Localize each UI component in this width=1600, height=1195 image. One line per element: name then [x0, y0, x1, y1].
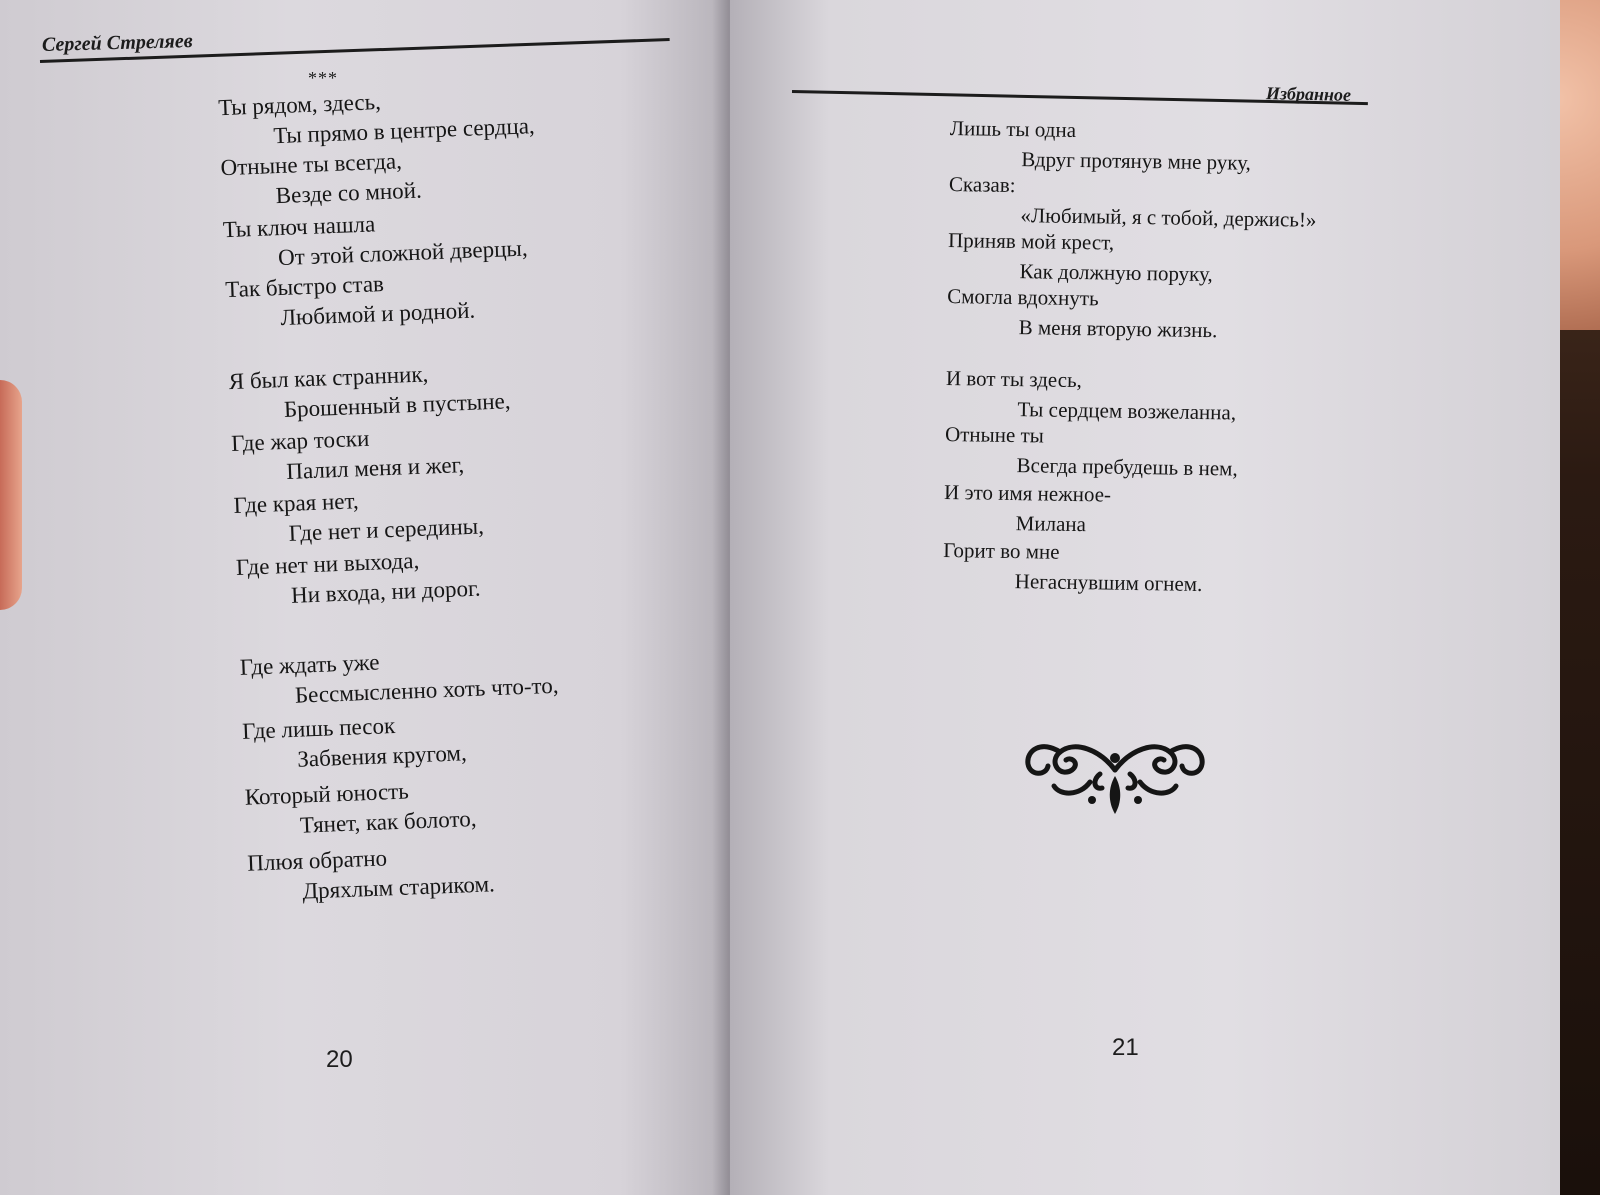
poem-line: Забвения кругом, — [296, 740, 468, 772]
section-separator: *** — [308, 68, 338, 88]
poem-line: Дряхлым стариком. — [301, 871, 496, 904]
poem-line: Ты прямо в центре сердца, — [272, 113, 536, 149]
running-head-author: Сергей Стреляев — [41, 30, 193, 56]
poem-line: Я был как странник, — [228, 361, 429, 395]
poem-line: Ты рядом, здесь, — [217, 89, 382, 121]
poem-line: Смогла вдохнуть — [947, 283, 1099, 311]
poem-line: Ты сердцем возжеланна, — [1017, 397, 1237, 425]
poem-line: Везде со мной. — [275, 177, 423, 209]
poem-line: И вот ты здесь, — [945, 365, 1083, 393]
poem-line: Всегда пребудешь в нем, — [1016, 453, 1238, 481]
poem-line: Где ждать уже — [239, 649, 380, 680]
poem-line: Милана — [1015, 511, 1087, 537]
poem-line: Горит во мне — [943, 537, 1060, 564]
poem-line: И это имя нежное- — [943, 479, 1112, 507]
running-head-title: Избранное — [1265, 83, 1352, 105]
poem-line: Тянет, как болото, — [299, 805, 477, 838]
poem-line: Приняв мой крест, — [947, 227, 1115, 255]
poem-line: Как должную поруку, — [1019, 259, 1213, 287]
flourish-ornament-icon — [1020, 730, 1210, 820]
poem-line: Где нет ни выхода, — [235, 547, 420, 580]
poem-line: Брошенный в пустыне, — [283, 388, 511, 422]
poem-line: Отныне ты всегда, — [220, 148, 403, 181]
page-number-right: 21 — [1112, 1034, 1139, 1061]
poem-line: Который юность — [244, 778, 410, 810]
poem-line: Лишь ты одна — [949, 116, 1077, 142]
poem-line: Вдруг протянув мне руку, — [1021, 147, 1252, 175]
poem-line: Так быстро став — [224, 271, 385, 303]
poem-line: Плюя обратно — [246, 845, 388, 876]
poem-line: Бессмысленно хоть что-то, — [294, 672, 559, 708]
poem-line: «Любимый, я с тобой, держись!» — [1020, 203, 1317, 232]
poem-line: Любимой и родной. — [279, 297, 476, 331]
left-page — [0, 0, 730, 1195]
poem-line: Где лишь песок — [241, 712, 396, 744]
poem-line: Где жар тоски — [230, 425, 370, 457]
poem-line: Сказав: — [948, 171, 1016, 198]
right-page — [730, 0, 1560, 1195]
page-number-left: 20 — [326, 1046, 353, 1073]
poem-line: Отныне ты — [944, 421, 1045, 448]
poem-line: Палил меня и жег, — [285, 452, 465, 484]
poem-line: Где нет и середины, — [288, 513, 485, 546]
poem-line: Ты ключ нашла — [222, 211, 376, 243]
poem-line: От этой сложной дверцы, — [277, 235, 529, 271]
poem-line: Ни входа, ни дорог. — [290, 575, 481, 608]
poem-line: Негаснувшим огнем. — [1014, 569, 1203, 597]
poem-line: В меня вторую жизнь. — [1018, 315, 1218, 343]
poem-line: Где края нет, — [233, 488, 360, 519]
left-hand-edge — [0, 380, 22, 610]
